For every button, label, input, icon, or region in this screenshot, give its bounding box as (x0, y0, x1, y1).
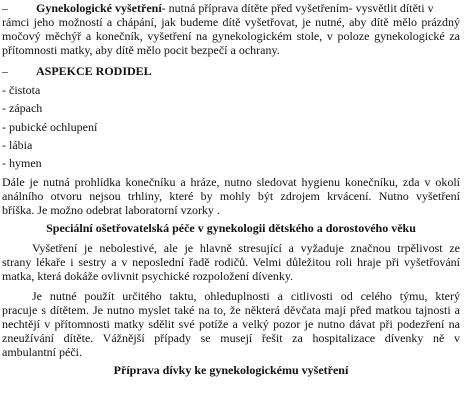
aspekce-heading (2, 65, 460, 79)
paragraph-inspection-line-1: Dále je nutná prohlídka konečníku a hráze, nutno sledovat hygienu konečníku, zda v okolí (2, 176, 460, 189)
dash-marker: – (2, 2, 8, 15)
aspekce-heading-text: ASPEKCE RODIDEL (36, 65, 152, 78)
paragraph-inspection-line-2: análního otvoru nejsou trhliny, které by mohly být zdrojem krvácení. Nutno vyšetření (2, 190, 460, 203)
paragraph-gyn-exam-line-3: močový měchýř a konečník, vyšetření na gynekologickém stole, v poloze gynekologické za (2, 30, 460, 43)
list-item: - hymen (2, 157, 42, 170)
list-item: - zápach (2, 102, 43, 115)
paragraph-tact-line-3: nechtějí v přítomnosti matky sdělit své potíže a velký pozor je nutno dávat při podezření na (2, 318, 460, 331)
paragraph-inspection-line-3: bříška. Je možno odebrat laboratorní vzorky . (2, 204, 220, 217)
list-item: - lábia (2, 139, 33, 152)
paragraph-tact-line-5: ambulantní péči. (2, 346, 82, 359)
paragraph-gyn-exam-line-1 (2, 2, 460, 16)
gyn-exam-text: - nutná příprava dítěte před vyšetřením- vysvětlit dítěti v (161, 2, 434, 15)
dash-marker: – (2, 65, 8, 78)
section-heading-special-care: Speciální ošetřovatelská péče v gynekologii dětského a dorostového věku (46, 222, 416, 235)
paragraph-exam-line-3: matka, která dokáže ovlivnit psychické rozpoložení dívenky. (2, 270, 294, 283)
paragraph-tact-line-1: Je nutné použít určitého taktu, ohleduplnosti a citlivosti od celého týmu, který (32, 290, 460, 303)
paragraph-gyn-exam-line-4: přítomnosti matky, aby dítě mělo pocit bezpečí a ochrany. (2, 44, 280, 57)
paragraph-exam-line-2: strany lékaře i sestry a v neposlední řadě rodičů. Velmi důležitou roli hraje při vyšetřování (2, 256, 460, 269)
paragraph-exam-line-1: Vyšetření je nebolestivé, ale je hlavně stresující a vyžaduje značnou trpělivost ze (32, 242, 460, 255)
list-item: - čistota (2, 84, 41, 97)
list-item: - pubické ochlupení (2, 121, 98, 134)
paragraph-gyn-exam-line-2: rámci jeho možností a chápání, jak budeme dítě vyšetřovat, je nutné, aby dítě mělo prázdný (2, 16, 460, 29)
paragraph-tact-line-2: pracuje s dítětem. Je nutno myslet také na to, že některá děvčata mají před matkou tajnosti a (2, 304, 460, 317)
paragraph-tact-line-4: zneužívání dítěte. Vážnější případy se musejí řešit za hospitalizace dívenky ně v (2, 332, 460, 345)
section-heading-preparation: Příprava dívky ke gynekologickému vyšetření (113, 364, 349, 377)
gyn-exam-term: Gynekologické vyšetření (36, 2, 162, 15)
